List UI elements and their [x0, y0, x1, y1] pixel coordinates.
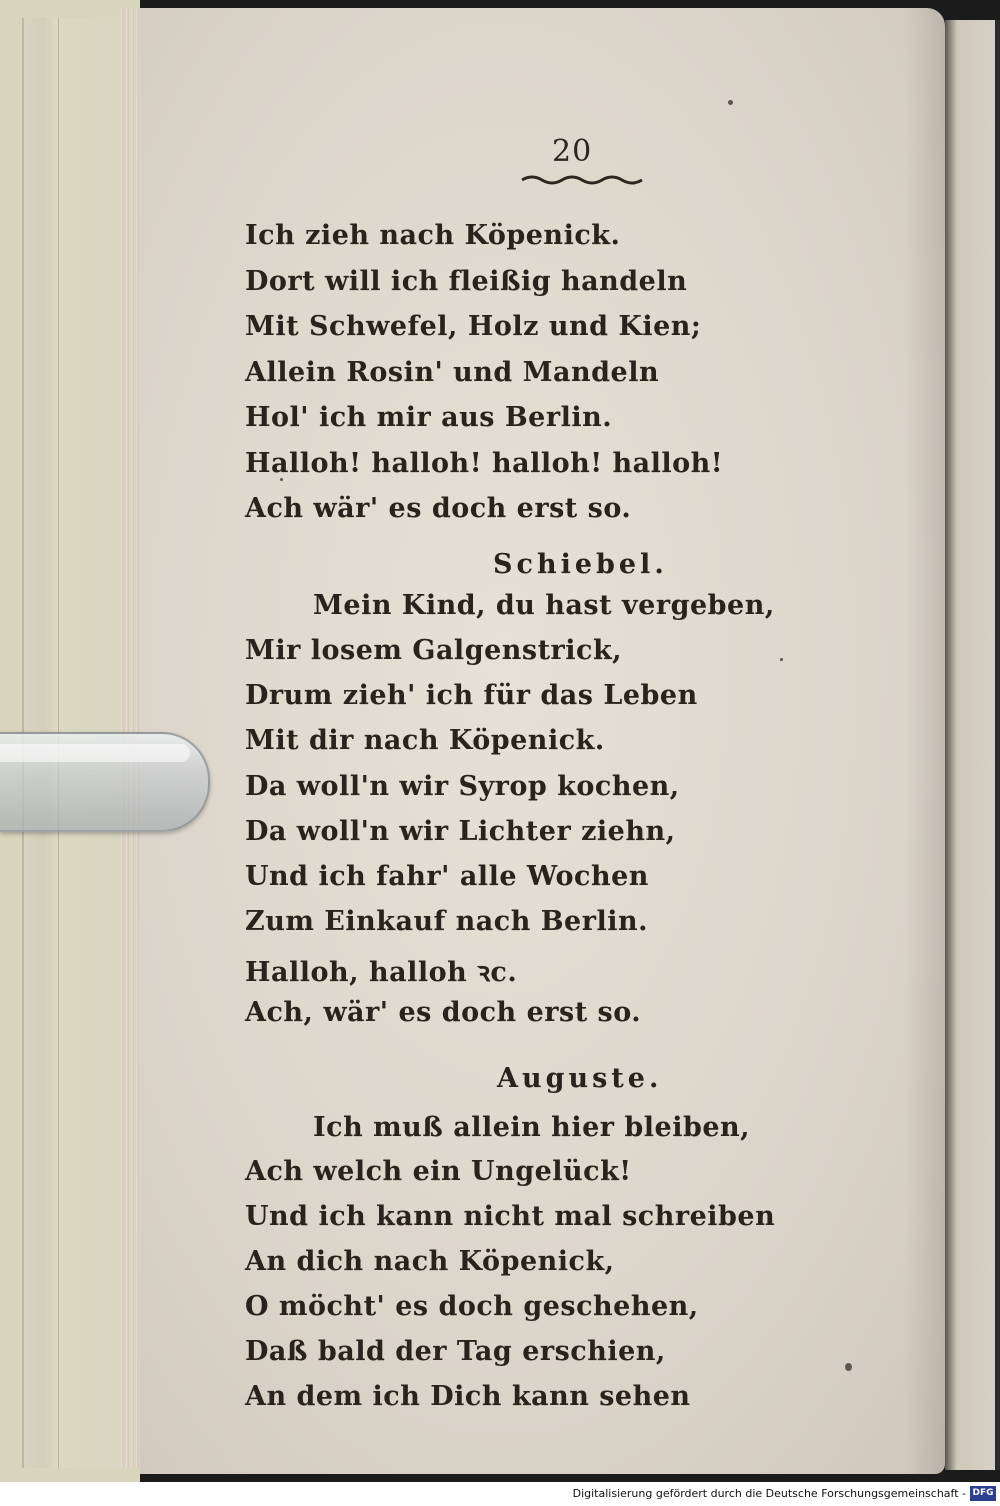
- verse-line: Mein Kind, du hast vergeben,: [313, 590, 775, 621]
- page-clip: [0, 732, 210, 832]
- verse-line: Drum zieh' ich für das Leben: [245, 680, 698, 711]
- verse-line: Zum Einkauf nach Berlin.: [245, 906, 648, 937]
- verse-line: Mit Schwefel, Holz und Kien;: [245, 311, 702, 342]
- verse-line: Da woll'n wir Syrop kochen,: [245, 771, 680, 802]
- verse-line: Und ich fahr' alle Wochen: [245, 861, 649, 892]
- dfg-logo: DFG: [970, 1486, 996, 1501]
- ornament-rule-icon: [520, 172, 650, 186]
- verse-line: O möcht' es doch geschehen,: [245, 1291, 699, 1322]
- verse-line: Ach welch ein Ungelück!: [245, 1156, 632, 1187]
- verse-line: Mit dir nach Köpenick.: [245, 725, 605, 756]
- paper-speck: [728, 100, 733, 105]
- next-page-edge: [945, 20, 1000, 1470]
- verse-line: Halloh, halloh ꝛc.: [245, 957, 518, 988]
- next-page-shadow: [995, 20, 1000, 1470]
- verse-line: Hol' ich mir aus Berlin.: [245, 402, 613, 433]
- verse-line: Daß bald der Tag erschien,: [245, 1336, 666, 1367]
- clip-highlight: [0, 744, 190, 762]
- paper-speck: [780, 658, 783, 661]
- verse-line: Mir losem Galgenstrick,: [245, 635, 623, 666]
- verse-line: Ach wär' es doch erst so.: [245, 493, 632, 524]
- verse-line: Ich zieh nach Köpenick.: [245, 220, 621, 251]
- verse-line: Und ich kann nicht mal schreiben: [245, 1201, 776, 1232]
- verse-line: Allein Rosin' und Mandeln: [245, 357, 660, 388]
- verse-line: Ich muß allein hier bleiben,: [313, 1112, 751, 1143]
- footer-credit: Digitalisierung gefördert durch die Deutsche Forschungsgemeinschaft -: [572, 1487, 966, 1500]
- verse-line: Ach, wär' es doch erst so.: [245, 997, 642, 1028]
- verse-line: Halloh! halloh! halloh! halloh!: [245, 448, 724, 479]
- verse-line: An dem ich Dich kann sehen: [245, 1381, 691, 1412]
- speaker-name: Auguste.: [497, 1063, 663, 1094]
- paper-speck: [845, 1363, 852, 1371]
- verse-line: Da woll'n wir Lichter ziehn,: [245, 816, 676, 847]
- footer-bar: [0, 1482, 1000, 1506]
- verse-line: Dort will ich fleißig handeln: [245, 266, 688, 297]
- verse-line: An dich nach Köpenick,: [245, 1246, 615, 1277]
- page-number: 20: [552, 134, 593, 169]
- speaker-name: Schiebel.: [493, 549, 668, 580]
